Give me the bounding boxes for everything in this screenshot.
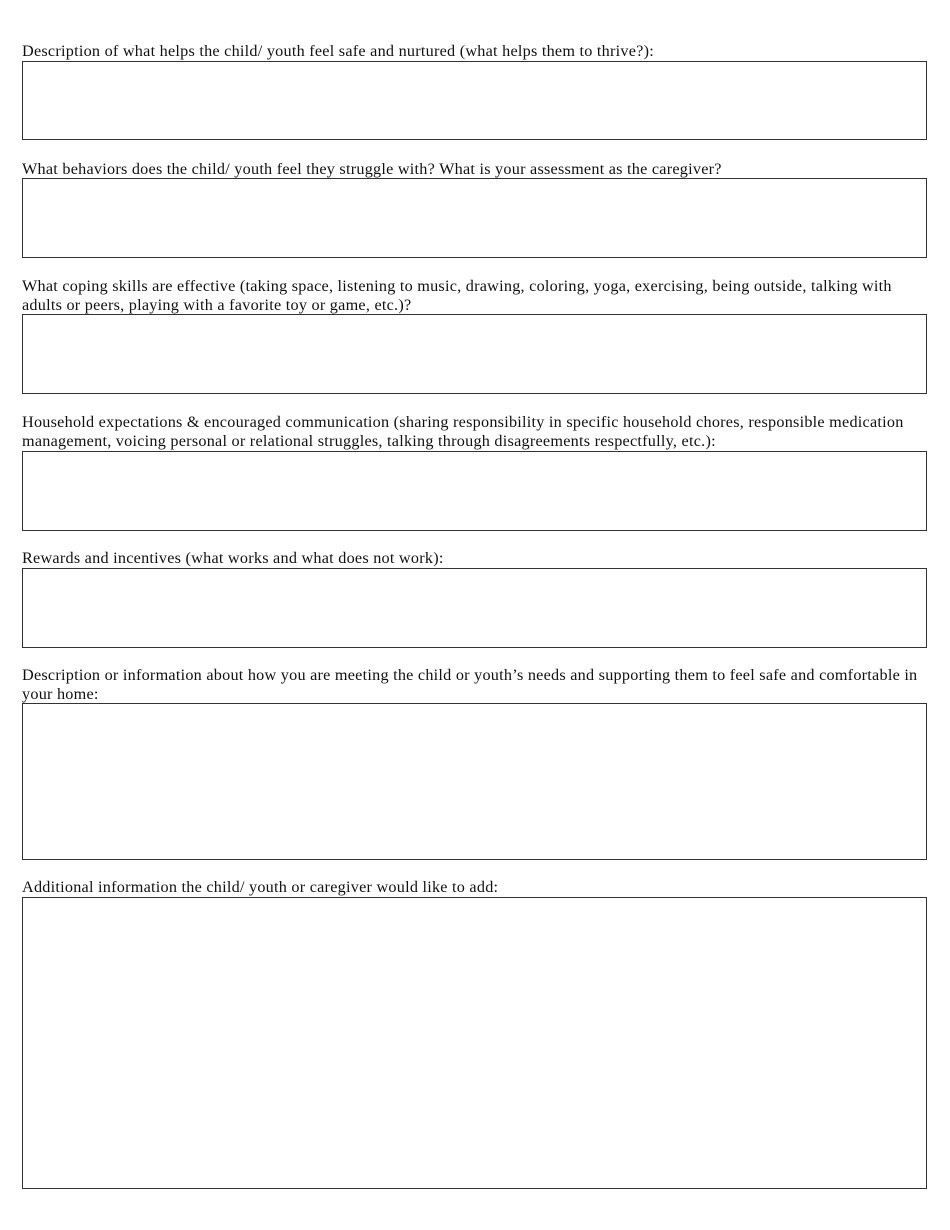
coping-skills-field[interactable] (22, 314, 927, 394)
behaviors-label: What behaviors does the child/ youth feel they struggle with? What is your assessment as the caregiver? (22, 160, 722, 178)
meeting-needs-label: Description or information about how you are meeting the child or youth’s needs and supporting them to feel safe and comfortable in your home: (22, 666, 918, 703)
rewards-incentives-field[interactable] (22, 568, 927, 648)
household-expectations-field[interactable] (22, 451, 927, 531)
additional-info-label: Additional information the child/ youth or caregiver would like to add: (22, 878, 499, 896)
household-expectations-label: Household expectations & encouraged communication (sharing responsibility in specific household chores, responsible medication management, voicing personal or relational struggles, talking through disagreements respectfully, etc.): (22, 413, 904, 450)
meeting-needs-field[interactable] (22, 703, 927, 860)
rewards-incentives-label: Rewards and incentives (what works and what does not work): (22, 549, 444, 567)
additional-info-field[interactable] (22, 897, 927, 1189)
safe-nurtured-label: Description of what helps the child/ youth feel safe and nurtured (what helps them to thrive?): (22, 42, 654, 60)
safe-nurtured-field[interactable] (22, 61, 927, 140)
coping-skills-label: What coping skills are effective (taking space, listening to music, drawing, coloring, yoga, exercising, being outside, talking with adults or peers, playing with a favorite toy or game, etc.)? (22, 277, 892, 314)
behaviors-field[interactable] (22, 178, 927, 258)
